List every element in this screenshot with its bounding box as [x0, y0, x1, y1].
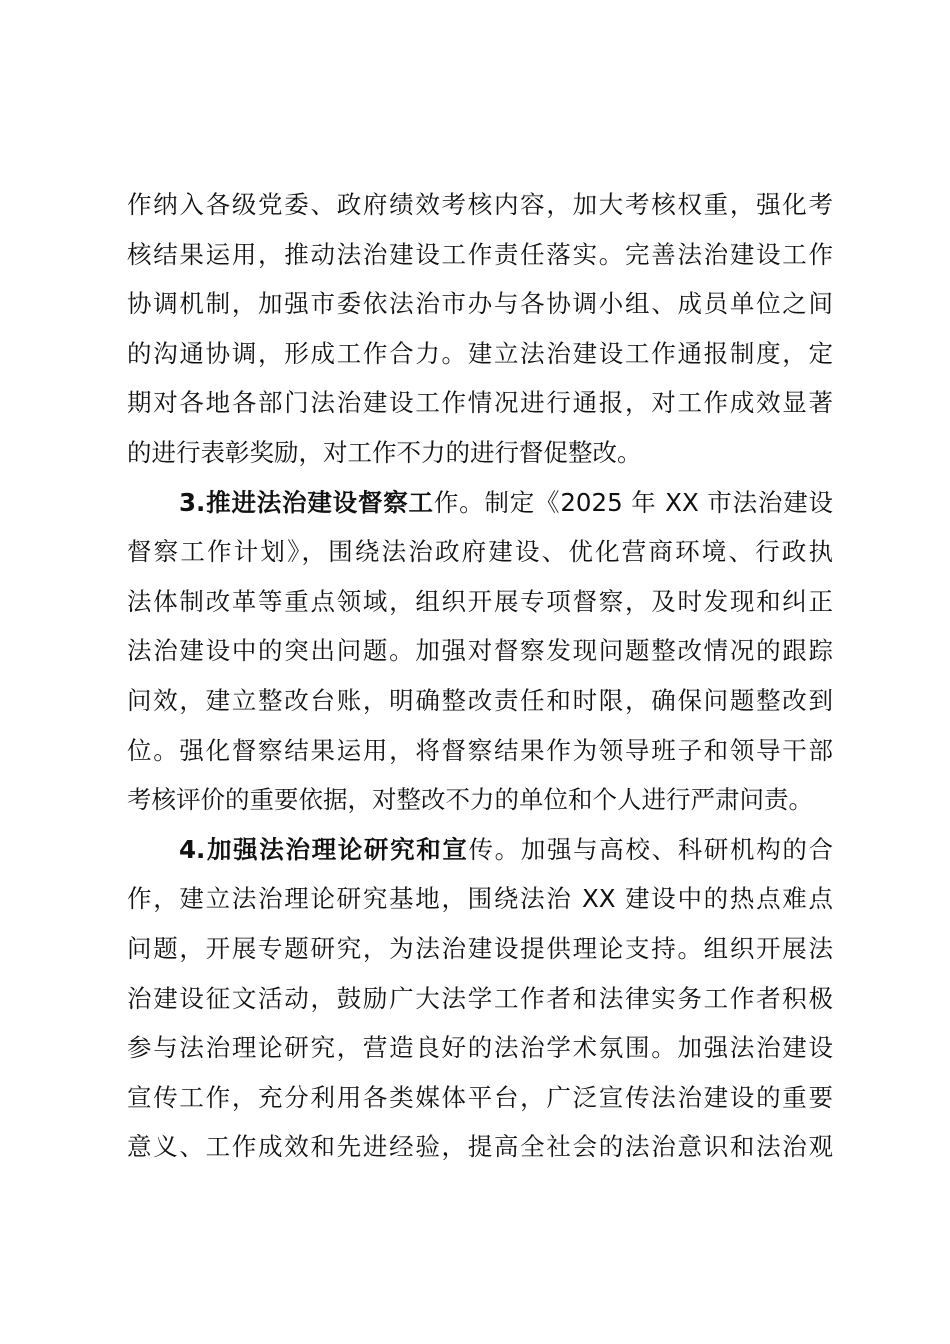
text-line-rest: 作。制定《2025 年 XX 市法治建设	[433, 487, 834, 517]
paragraph-continuation	[127, 180, 833, 478]
text-line: 考核评价的重要依据，对整改不力的单位和个人进行严肃问责。	[127, 785, 813, 815]
section-heading: 4.加强法治理论研究和宣	[179, 834, 469, 864]
text-line: 作，建立法治理论研究基地，围绕法治 XX 建设中的热点难点	[127, 884, 833, 914]
section-heading: 3.推进法治建设督察工	[179, 487, 434, 517]
paragraph-theory-research	[127, 825, 833, 1172]
text-line: 核结果运用，推动法治建设工作责任落实。完善法治建设工作	[127, 239, 833, 269]
text-line: 的沟通协调，形成工作合力。建立法治建设工作通报制度，定	[127, 338, 833, 368]
text-line: 法治建设中的突出问题。加强对督察发现问题整改情况的跟踪	[127, 636, 833, 666]
text-line: 宣传工作，充分利用各类媒体平台，广泛宣传法治建设的重要	[127, 1082, 833, 1112]
text-line: 问题，开展专题研究，为法治建设提供理论支持。组织开展法	[127, 933, 833, 963]
text-line: 意义、工作成效和先进经验，提高全社会的法治意识和法治观	[127, 1132, 833, 1162]
text-line: 问效，建立整改台账，明确整改责任和时限，确保问题整改到	[127, 685, 833, 715]
text-line	[127, 825, 833, 875]
paragraph-supervision	[127, 478, 833, 825]
text-line-rest: 传。加强与高校、科研机构的合	[468, 834, 834, 864]
text-line: 治建设征文活动，鼓励广大法学工作者和法律实务工作者积极	[127, 983, 833, 1013]
document-body	[127, 180, 833, 1172]
text-line: 的进行表彰奖励，对工作不力的进行督促整改。	[127, 437, 642, 467]
text-line: 法体制改革等重点领域，组织开展专项督察，及时发现和纠正	[127, 586, 833, 616]
text-line: 参与法治理论研究，营造良好的法治学术氛围。加强法治建设	[127, 1033, 833, 1063]
text-line: 协调机制，加强市委依法治市办与各协调小组、成员单位之间	[127, 289, 833, 319]
text-line	[127, 478, 833, 528]
text-line: 督察工作计划》，围绕法治政府建设、优化营商环境、行政执	[127, 537, 833, 567]
text-line: 作纳入各级党委、政府绩效考核内容，加大考核权重，强化考	[127, 190, 833, 219]
text-line: 期对各地各部门法治建设工作情况进行通报，对工作成效显著	[127, 388, 833, 418]
text-line: 位。强化督察结果运用，将督察结果作为领导班子和领导干部	[127, 735, 833, 765]
